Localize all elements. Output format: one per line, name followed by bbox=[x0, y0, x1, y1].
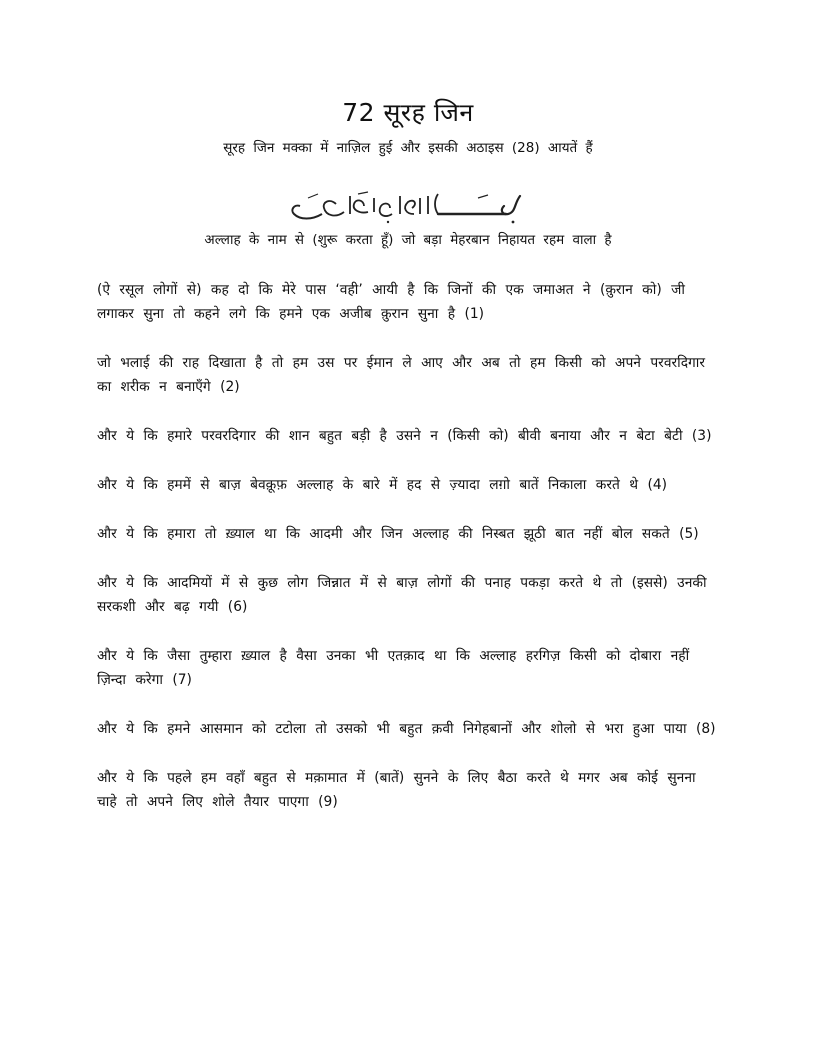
verse-6: और ये कि आदमियों में से कुछ लोग जिन्नात में से बाज़ लोगों की पनाह पकड़ा करते थे तो (इससे) उनकी सरकशी और बढ़ गयी (6) bbox=[97, 575, 707, 615]
surah-subtitle: सूरह जिन मक्का में नाज़िल हुई और इसकी अठाइस (28) आयतें हैं bbox=[223, 140, 593, 156]
bismillah-translation: अल्लाह के नाम से (शुरू करता हूँ) जो बड़ा मेहरबान निहायत रहम वाला है bbox=[204, 232, 612, 248]
verse-list bbox=[97, 278, 722, 839]
verse-5: और ये कि हमारा तो ख़्याल था कि आदमी और जिन अल्लाह की निस्बत झूठी बात नहीं बोल सकते (5) bbox=[97, 526, 699, 542]
surah-title: 72 सूरह जिन bbox=[342, 98, 474, 127]
verse-2: जो भलाई की राह दिखाता है तो हम उस पर ईमान ले आए और अब तो हम किसी को अपने परवरदिगार का शरीक न बनाएँगे (2) bbox=[97, 355, 706, 395]
verse-3: और ये कि हमारे परवरदिगार की शान बहुत बड़ी है उसने न (किसी को) बीवी बनाया और न बेटा बेटी (3) bbox=[97, 428, 712, 444]
verse-4: और ये कि हममें से बाज़ बेवक़ूफ़ अल्लाह के बारे में हद से ज़्यादा लग़ो बातें निकाला करते थे (4) bbox=[97, 477, 667, 493]
bismillah-calligraphy-icon bbox=[288, 190, 528, 226]
verse-7: और ये कि जैसा तुम्हारा ख़्याल है वैसा उनका भी एतक़ाद था कि अल्लाह हरगिज़ किसी को दोबारा नहीं ज़िन्दा करेगा (7) bbox=[97, 648, 690, 688]
verse-1: (ऐ रसूल लोगों से) कह दो कि मेरे पास ‘वही’ आयी है कि जिनों की एक जमाअत ने (क़ुरान को) जी लगाकर सुना तो कहने लगे कि हमने एक अजीब क़ुरान सुना है (1) bbox=[97, 282, 685, 322]
verse-9: और ये कि पहले हम वहाँ बहुत से मक़ामात में (बातें) सुनने के लिए बैठा करते थे मगर अब कोई सुनना चाहे तो अपने लिए शोले तैयार पाएगा (9) bbox=[97, 770, 696, 810]
verse-8: और ये कि हमने आसमान को टटोला तो उसको भी बहुत क़वी निगेहबानों और शोलो से भरा हुआ पाया (8) bbox=[97, 721, 716, 737]
